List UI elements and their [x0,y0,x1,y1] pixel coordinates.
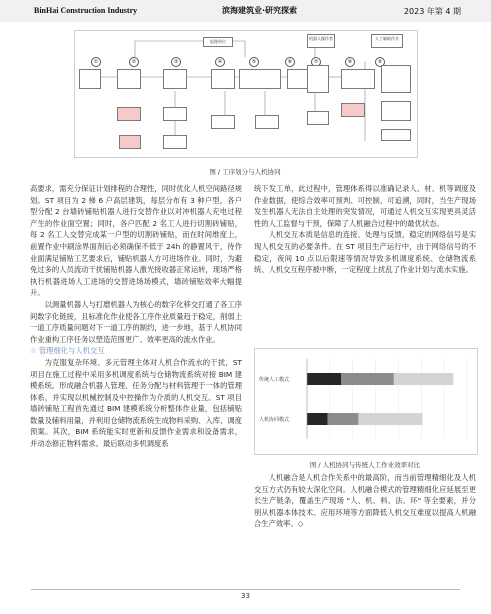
chart-bar-segment [328,413,359,425]
chart-category-label: 人机协同模式 [259,417,290,423]
process-box-10 [163,107,187,121]
process-box-16 [381,129,411,141]
right-paragraph-2: 人机交互本质是信息的连接、处理与反馈，稳定的网络信号是实现人机交互的必要条件。在 ST 项目生产运行中，由于网络信号的不稳定，夜间 10 点以后限速等情况导致多机调度系统、仓储物流系统、人机交互程序被中断，一定程度上扰乱了作业计划与流水实施。 [254,230,476,275]
chart-category-label: 传统人工模式 [259,377,290,383]
journal-name-en: BinHai Construction Industry [34,6,138,15]
left-paragraph-2: 以测量机器人与打磨机器人为核心的数字化移交打通了各工序间数字化链接，且标准化作业使各工序作业质量趋于稳定，削弱上一道工序质量问题对下一道工序的制约，进一步地，基于人机协同作业重构工序任务以塑造范围更广、效率更高的流水作业。 [30,299,242,344]
process-box-1 [79,69,101,89]
process-box-8 [341,69,375,89]
figure1-caption: 图 / 工序划分与人机协同 [209,168,281,176]
chart-bar-segment [394,373,453,385]
process-box-3 [163,69,187,89]
step-8-marker: ⑧ [345,57,355,67]
step-5-marker: ⑤ [249,57,259,67]
right-column-bottom [254,472,476,530]
left-paragraph-1: 高要求，需充分保证计划排程的合理性，同时优化人机空间路径规划。ST 项目为 2 梯 6 户高层建筑，每层分布有 3 种户型，各户型分配 2 台墙砖铺贴机器人进行交替作业以对冲机器人充电过程产生的作业面空置；同时，各户匹配 2 名工人进行切割砖铺贴，每 2 名工人交替完成某一户型的切割砖铺贴，而在时间维度上，前置作业中刷涂界面剂后必须确保不低于 24h 的静置风干，待作业面满足铺贴工艺要求后，铺贴机器人方可进场作业。同时，为避免过多的人员流动干扰铺贴机器人激光接收器正常运转，现场严格执行机器进场人工进场的交替进场场模式，墙砖铺贴效率大幅提升。 [30,184,242,298]
chart-bar-segment [307,413,328,425]
right-column-top [254,183,476,276]
journal-name-cn: 滨海建筑业·研究探索 [222,6,298,15]
workflow-diagram [74,30,418,158]
robot-task-box-a [117,107,141,121]
right-paragraph-1: 统下发工单，此过程中，管理体系得以准确记录人、材、机等调度及作业数据，使综合效率可预判、可控制、可追溯，同时，当生产现场发生机器人无法自主处理的突发情况，可通过人机交互实现更具灵活性的人工监督与干预，保障了人机融合过程中的最优状态。 [254,184,476,228]
process-box-7 [307,65,329,93]
robot-operator-node: 机器人操作者 [307,34,335,48]
efficiency-chart [254,348,478,455]
page-number: 33 [241,592,250,600]
footer-rule [31,589,460,590]
process-box-6 [287,69,309,89]
process-box-13 [163,135,187,149]
process-box-4 [211,69,235,89]
process-box-11 [211,115,235,129]
chart-bar-segment [341,373,394,385]
process-box-9 [381,65,411,93]
step-9-marker: ⑨ [375,57,385,67]
robot-task-box-b [119,135,141,149]
process-box-15 [381,101,411,121]
supervisor-node: 监理单位 [203,37,233,47]
step-4-marker: ④ [215,57,225,67]
step-2-marker: ② [129,57,139,67]
process-box-2 [117,69,141,89]
process-box-12 [255,115,279,129]
step-3-marker: ③ [171,57,181,67]
section-heading: ☆ 管理细化与人机交互 [30,346,105,356]
chart-caption: 图 / 人机协同与传统人工作业效率对比 [309,461,421,469]
manual-assist-node: 人工辅助作业 [371,34,403,48]
process-box-14 [307,111,329,125]
right-paragraph-3: 人机融合是人机合作关系中的最高阶，而当前管理精细化及人机交互方式仍有较大深化空间。人机融合模式的管理精细化应延展至更长生产链条，覆盖生产现场 "人、机、料、法、环" 等全要素，并分别从机器本体技术、应用环境等方面降低人机交互难度以提高人机融合生产效率。◇ [254,473,476,529]
left-paragraph-3: 为克服复杂环境、多元管理主体对人机合作流水的干扰，ST 项目在施工过程中采用多机调度系统与仓储物流系统对接 BIM 建模系统，形成融合机器人管理、任务分配与材料管理于一体的管理体系，并实现以机械控制及中控操作为介质的人机交互。ST 项目墙砖铺贴工程首先通过 BIM 建模系统分析整体作业量，包括铺贴数量及辅料用量，并利用仓储物流系统生成物料采购、入库、调度预案。其次，BIM 系统能实时更新和反馈作业需求和设备需求，并动态修正物料需求。最后联动多机调度系 [30,357,242,449]
issue-number: 2023 年第 4 期 [403,7,461,16]
chart-bar-segment [358,413,422,425]
step-1-marker: ① [91,57,101,67]
robot-task-box-c [341,103,365,117]
left-column [30,183,242,450]
efficiency-chart-svg [255,349,477,454]
step-7-marker: ⑦ [311,57,321,67]
chart-bar-segment [307,373,341,385]
page-header [0,0,491,22]
process-box-5 [239,69,281,89]
step-6-marker: ⑥ [285,57,295,67]
